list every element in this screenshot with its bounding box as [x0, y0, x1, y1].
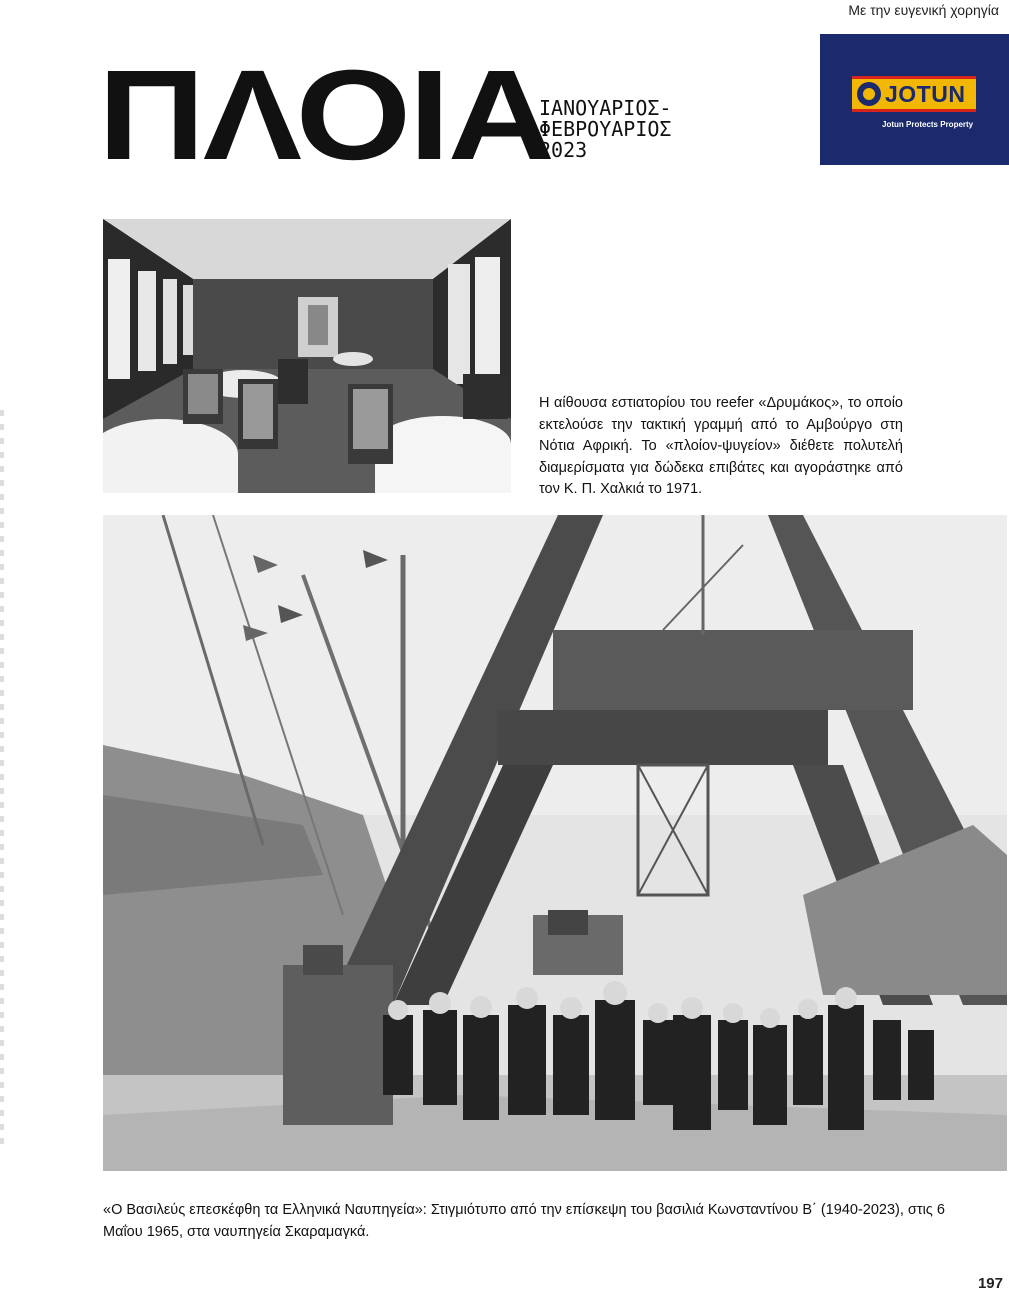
sponsor-credit: Με την ευγενική χορηγία [848, 2, 999, 18]
issue-date [539, 98, 671, 161]
dining-room-caption: Η αίθουσα εστιατορίου του reefer «Δρυμάκος», το οποίο εκτελούσε την τακτική γραμμή από το Αμβούργο στη Νότια Αφρική. Το «πλοίον-ψυγείον» διέθετε πολυτελή διαμερίσματα για δώδεκα επιβάτες και αγοράστηκε από τον Κ. Π. Χαλκιά το 1971. [539, 395, 903, 497]
magazine-title: ΠΛΟΙΑ [98, 44, 553, 187]
page-number: 197 [977, 1275, 1003, 1291]
shipyard-caption: «Ο Βασιλεύς επεσκέφθη τα Ελληνικά Ναυπηγεία»: Στιγμιότυπο από την επίσκεψη του βασιλιά Κωνσταντίνου Β΄ (1940-2023), στις 6 Μαΐου 1965, στα ναυπηγεία Σκαραμαγκά. [103, 1202, 945, 1240]
issue-months-1: ΙΑΝΟΥΑΡΙΟΣ- [539, 96, 672, 120]
dining-room-photo-icon [103, 219, 511, 493]
dining-room-photo [103, 219, 511, 493]
page-edge-marks [0, 410, 4, 1150]
jotun-tagline: Jotun Protects Property [882, 120, 974, 129]
jotun-emblem-icon [857, 82, 881, 106]
shipyard-photo-icon [103, 515, 1007, 1171]
jotun-brand-name: JOTUN [885, 80, 966, 107]
issue-year: 2023 [539, 138, 588, 162]
shipyard-photo [103, 515, 1007, 1171]
sponsor-logo[interactable] [820, 34, 1009, 165]
issue-months-2: ΦΕΒΡΟΥΑΡΙΟΣ [539, 117, 672, 141]
jotun-logo-bar [852, 76, 976, 112]
